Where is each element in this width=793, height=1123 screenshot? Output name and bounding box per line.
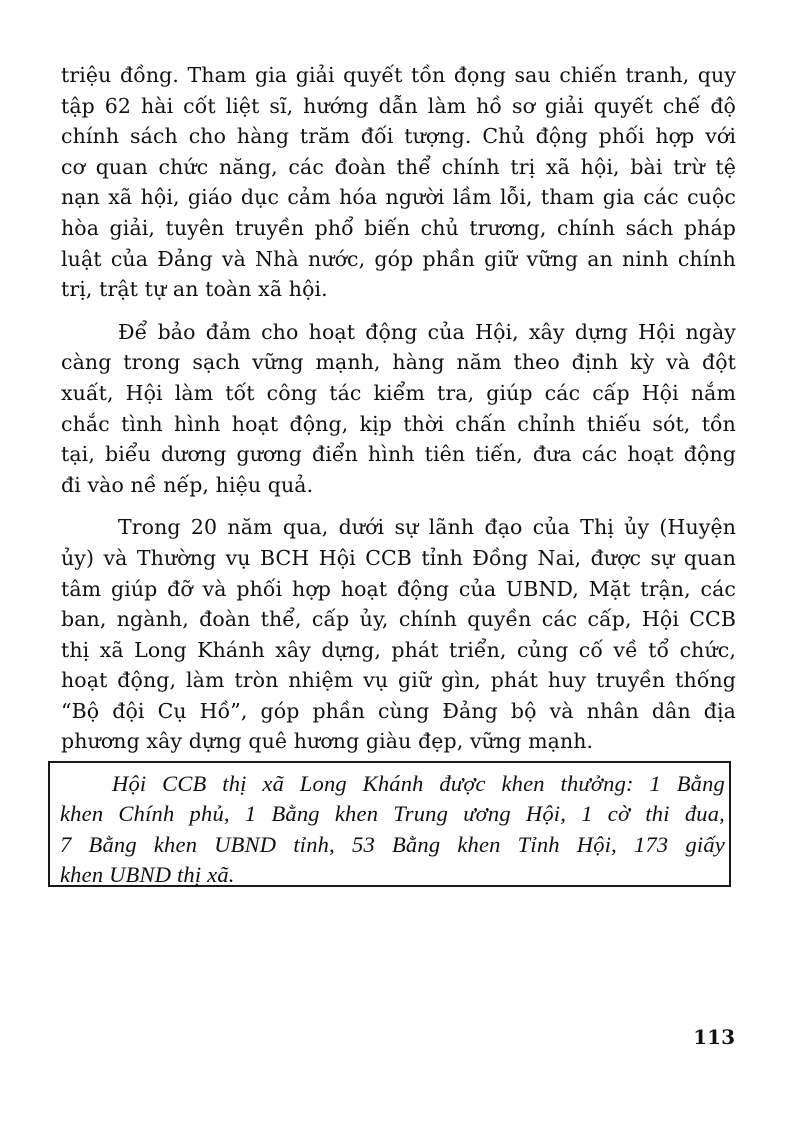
text-line: tâm giúp đỡ và phối hợp hoạt động của UBND, Mặt trận, các [61, 576, 736, 601]
text-line: nạn xã hội, giáo dục cảm hóa người lầm lỗi, tham gia các cuộc [61, 185, 736, 210]
text-line: trị, trật tự an toàn xã hội. [61, 277, 328, 302]
award-box [48, 761, 731, 887]
text-line: hòa giải, tuyên truyền phổ biến chủ trương, chính sách pháp [61, 215, 736, 240]
text-line: phương xây dựng quê hương giàu đẹp, vững mạnh. [61, 729, 594, 754]
text-line: Trong 20 năm qua, dưới sự lãnh đạo của Thị ủy (Huyện [118, 515, 736, 540]
text-line: càng trong sạch vững mạnh, hàng năm theo định kỳ và đột [61, 350, 736, 375]
award-line: Hội CCB thị xã Long Khánh được khen thưởng: 1 Bằng [112, 771, 725, 796]
text-line: Để bảo đảm cho hoạt động của Hội, xây dựng Hội ngày [118, 319, 736, 344]
text-line: hoạt động, làm tròn nhiệm vụ giữ gìn, phát huy truyền thống [61, 668, 736, 693]
award-line: 7 Bằng khen UBND tỉnh, 53 Bằng khen Tỉnh Hội, 173 giấy [60, 831, 725, 857]
text-line: chắc tình hình hoạt động, kịp thời chấn chỉnh thiếu sót, tồn [61, 411, 736, 436]
award-line: khen Chính phủ, 1 Bằng khen Trung ương Hội, 1 cờ thi đua, [60, 801, 725, 827]
body-text [61, 60, 736, 757]
award-line: khen UBND thị xã. [60, 861, 235, 887]
text-line: thị xã Long Khánh xây dựng, phát triển, củng cố về tổ chức, [61, 637, 736, 662]
text-line: triệu đồng. Tham gia giải quyết tồn đọng sau chiến tranh, quy [61, 63, 736, 87]
text-line: “Bộ đội Cụ Hồ”, góp phần cùng Đảng bộ và nhân dân địa [61, 698, 736, 723]
text-line: tại, biểu dương gương điển hình tiên tiến, đưa các hoạt động [61, 442, 736, 467]
text-line: luật của Đảng và Nhà nước, góp phần giữ vững an ninh chính [61, 246, 736, 271]
text-line: tập 62 hài cốt liệt sĩ, hướng dẫn làm hồ sơ giải quyết chế độ [61, 93, 736, 118]
paragraph-1 [61, 60, 736, 305]
text-line: ủy) và Thường vụ BCH Hội CCB tỉnh Đồng Nai, được sự quan [61, 545, 736, 570]
text-line: đi vào nề nếp, hiệu quả. [61, 472, 314, 497]
text-line: cơ quan chức năng, các đoàn thể chính trị xã hội, bài trừ tệ [61, 154, 736, 179]
paragraph-3 [61, 512, 736, 757]
text-line: chính sách cho hàng trăm đối tượng. Chủ động phối hợp với [61, 124, 736, 149]
text-line: xuất, Hội làm tốt công tác kiểm tra, giúp các cấp Hội nắm [61, 380, 736, 405]
paragraph-2 [61, 317, 736, 501]
text-line: ban, ngành, đoàn thể, cấp ủy, chính quyền các cấp, Hội CCB [61, 607, 736, 632]
page-number: 113 [693, 1025, 735, 1049]
